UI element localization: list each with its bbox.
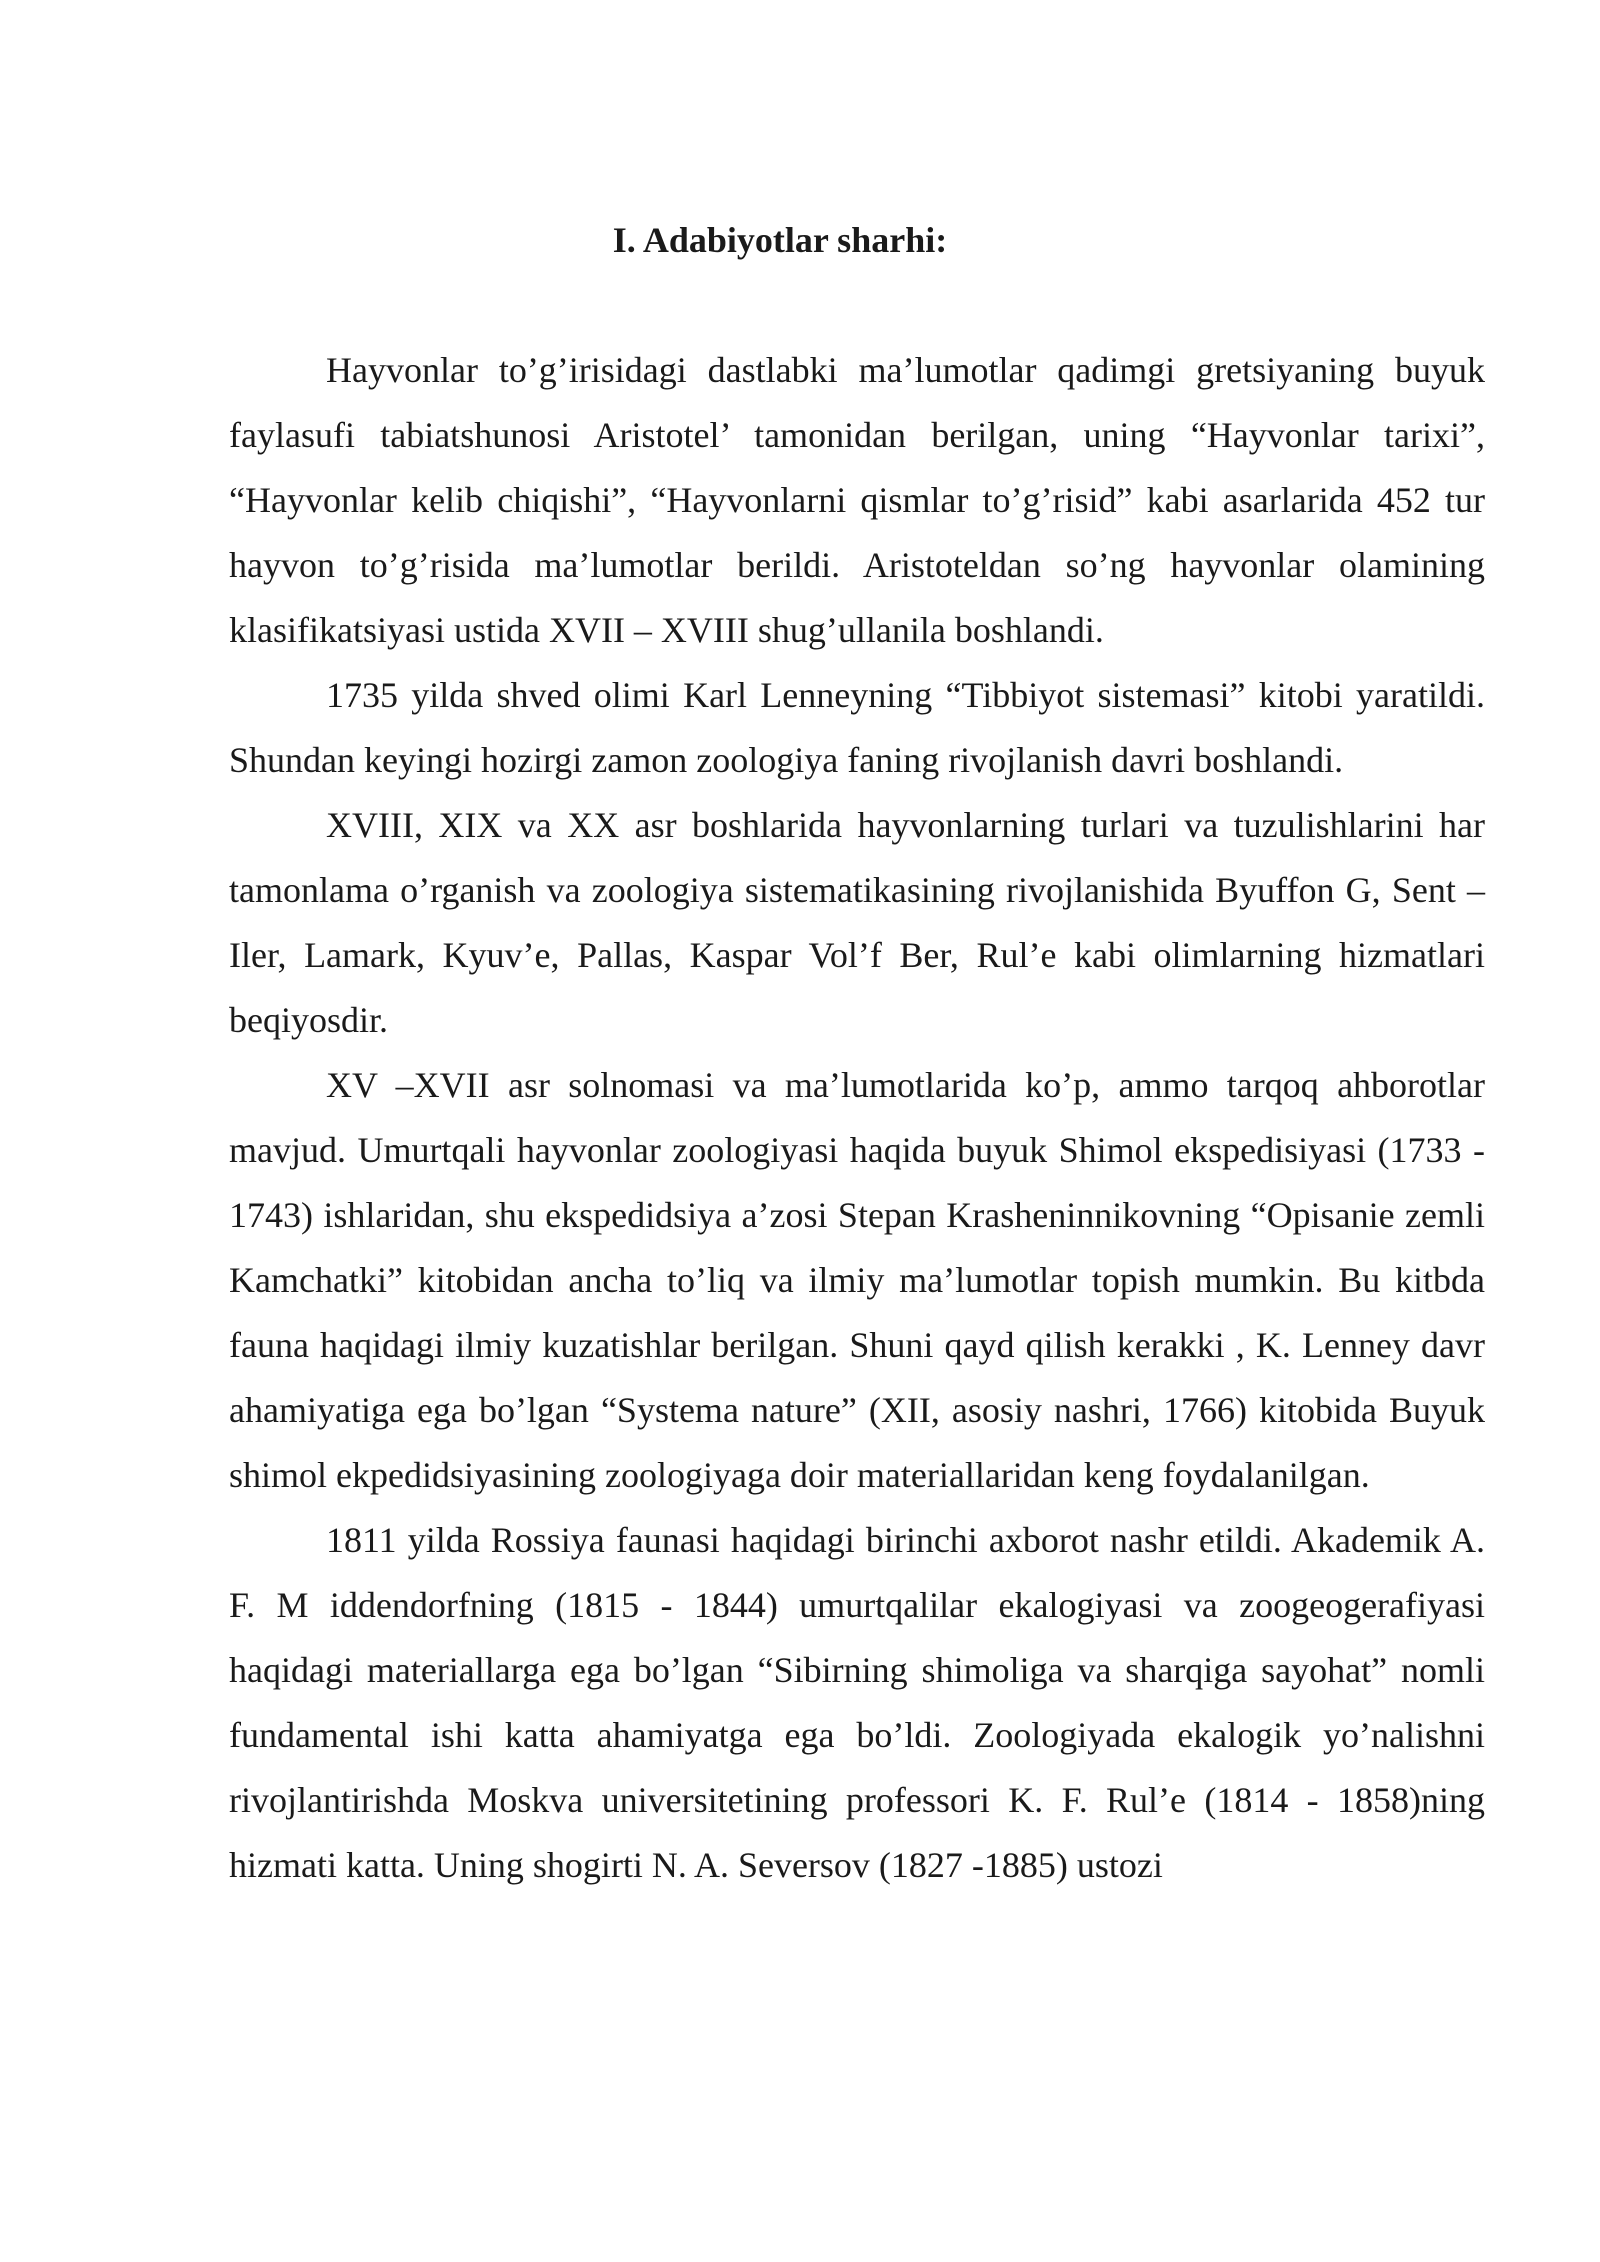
paragraph-aristotle: Hayvonlar to’g’irisidagi dastlabki ma’lumotlar qadimgi gretsiyaning buyuk faylasufi tabiatshunosi Aristotel’ tamonidan berilgan, uning “Hayvonlar tarixi”, “Hayvonlar kelib chiqishi”, “Hayvonlarni qismlar to’g’risid” kabi asarlarida 452 tur hayvon to’g’risida ma’lumotlar berildi. Aristoteldan so’ng hayvonlar olamining klasifikatsiyasi ustida XVII – XVIII shug’ullanila boshlandi. <box>229 350 1485 650</box>
paragraph-1811: 1811 yilda Rossiya faunasi haqidagi birinchi axborot nashr etildi. Akademik A. F. M iddendorfning (1815 - 1844) umurtqalilar ekalogiyasi va zoogeogerafiyasi haqidagi materiallarga ega bo’lgan “Sibirning shimoliga va sharqiga sayohat” nomli fundamental ishi katta ahamiyatga ega bo’ldi. Zoologiyada ekalogik yo’nalishni rivojlantirishda Moskva universitetining professori K. F. Rul’e (1814 - 1858)ning hizmati katta. Uning shogirti N. A. Seversov (1827 -1885) ustozi <box>229 1520 1485 1885</box>
paragraph-15-17-centuries: XV –XVII asr solnomasi va ma’lumotlarida ko’p, ammo tarqoq ahborotlar mavjud. Umurtqali hayvonlar zoologiyasi haqida buyuk Shimol ekspedisiyasi (1733 - 1743) ishlaridan, shu ekspedidsiya a’zosi Stepan Krasheninnikovning “Opisanie zemli Kamchatki” kitobidan ancha to’liq va ilmiy ma’lumotlar topish mumkin. Bu kitbda fauna haqidagi ilmiy kuzatishlar berilgan. Shuni qayd qilish kerakki , K. Lenney davr ahamiyatiga ega bo’lgan “Systema nature” (XII, asosiy nashri, 1766) kitobida Buyuk shimol ekpedidsiyasining zoologiyaga doir materiallaridan keng foydalanilgan. <box>229 1065 1485 1495</box>
paragraph-18-20-centuries: XVIII, XIX va XX asr boshlarida hayvonlarning turlari va tuzulishlarini har tamonlama o’rganish va zoologiya sistematikasining rivojlanishida Byuffon G, Sent – Iler, Lamark, Kyuv’e, Pallas, Kaspar Vol’f Ber, Rul’e kabi olimlarning hizmatlari beqiyosdir. <box>229 805 1485 1040</box>
paragraph-linnaeus: 1735 yilda shved olimi Karl Lenneyning “Tibbiyot sistemasi” kitobi yaratildi. Shundan keyingi hozirgi zamon zoologiya faning rivojlanish davri boshlandi. <box>229 675 1485 780</box>
section-heading: I. Adabiyotlar sharhi: <box>612 220 948 260</box>
body-text <box>229 338 1485 1898</box>
